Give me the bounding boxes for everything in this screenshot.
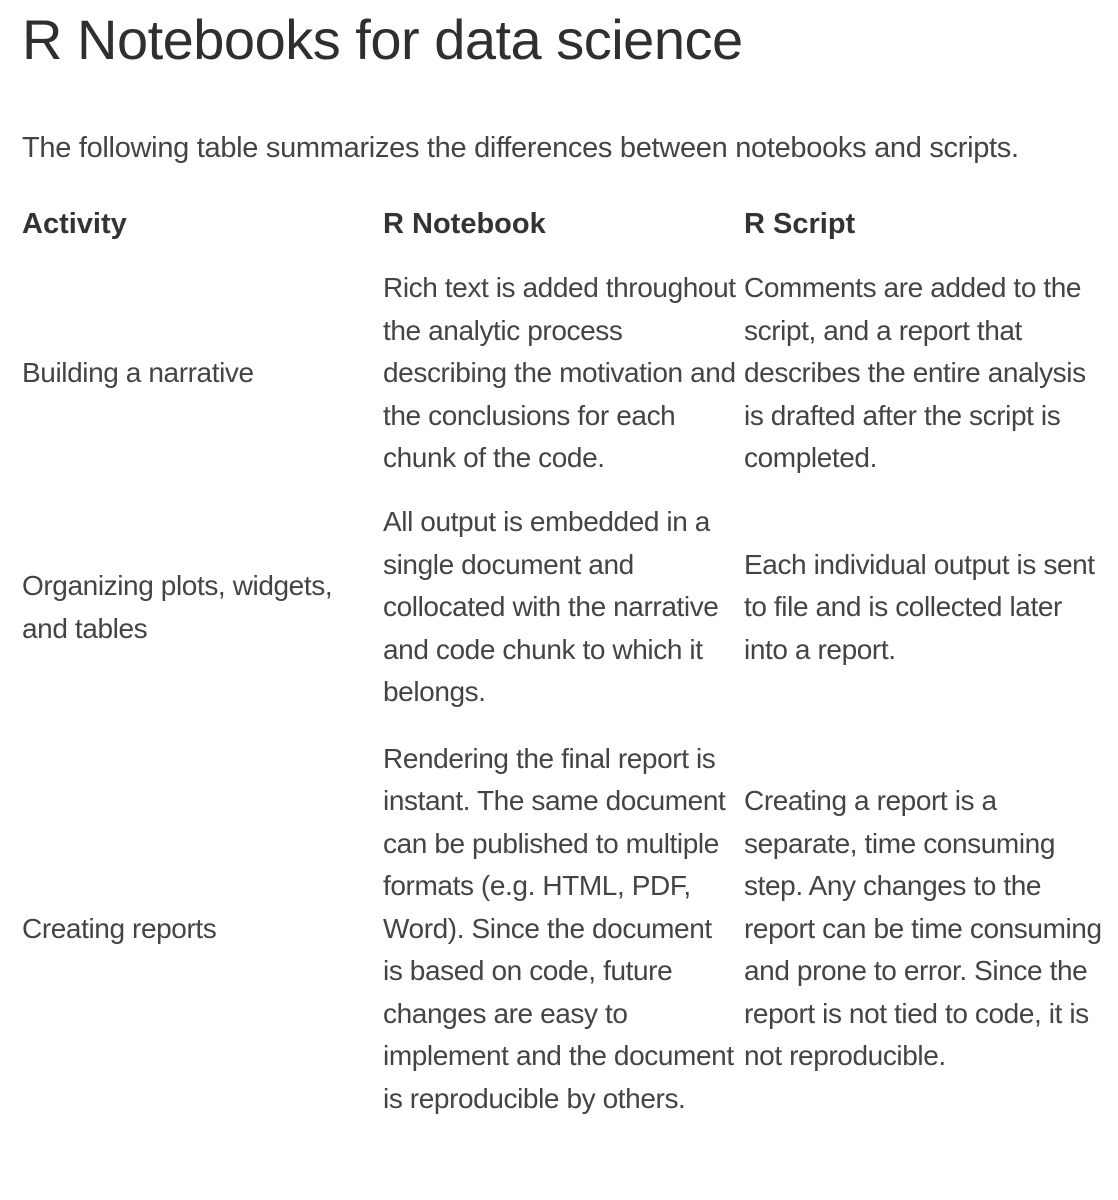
table-row [22,714,1112,1144]
intro-paragraph: The following table summarizes the differences between notebooks and scripts. [22,132,1019,164]
table-row [22,246,1112,501]
column-header-activity: Activity [22,208,127,240]
activity-cell: Building a narrative [22,357,254,389]
column-header-r-notebook: R Notebook [383,208,546,240]
column-header-r-script: R Script [744,208,856,240]
notebook-cell: Rich text is added throughout the analytic process describing the motivation and the conclusions for each chunk of the code. [383,272,736,474]
activity-cell: Creating reports [22,912,217,944]
table-header-row [22,202,1112,246]
activity-cell: Organizing plots, widgets, and tables [22,570,333,644]
script-cell: Each individual output is sent to file and is collected later into a report. [744,548,1095,665]
table-row [22,501,1112,714]
script-cell: Comments are added to the script, and a report that describes the entire analysis is drafted after the script is completed. [744,272,1086,474]
document-page [22,0,1112,1114]
notebook-cell: All output is embedded in a single document and collocated with the narrative and code chunk to which it belongs. [383,506,719,708]
comparison-table [22,202,1112,1144]
notebook-cell: Rendering the final report is instant. The same document can be published to multiple formats (e.g. HTML, PDF, Word). Since the document is based on code, future changes are easy to implement and the document is reproducible by others. [383,742,734,1114]
script-cell: Creating a report is a separate, time consuming step. Any changes to the report can be time consuming and prone to error. Since the report is not tied to code, it is not reproducible. [744,785,1102,1072]
page-title: R Notebooks for data science [22,8,743,71]
